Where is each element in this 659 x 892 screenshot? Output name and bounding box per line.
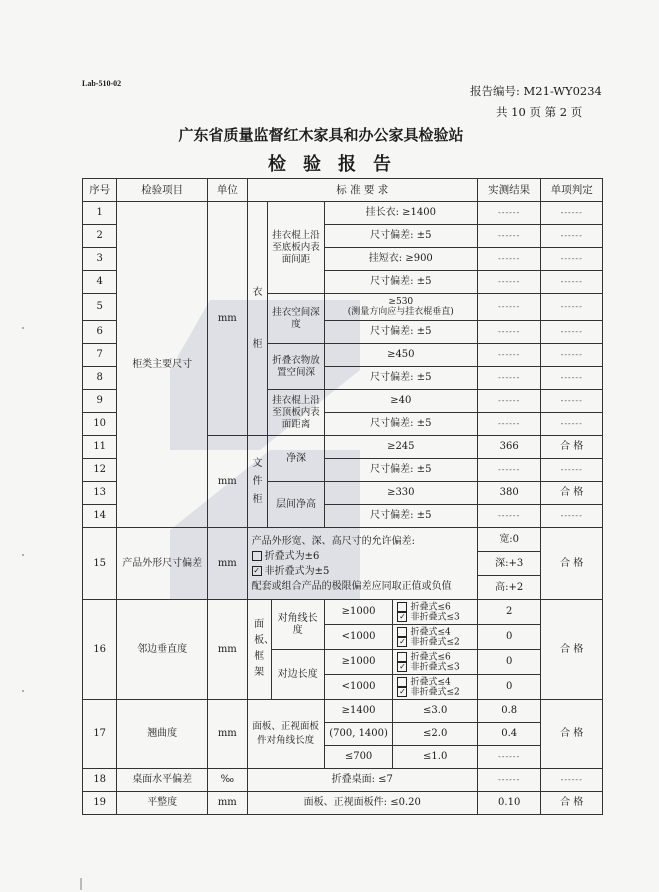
req-text: ≤3.0 [393, 700, 477, 723]
verdict-cell: 合 格 [541, 528, 603, 600]
row-number: 2 [83, 225, 117, 248]
req-text: 尺寸偏差: ±5 [324, 459, 477, 482]
opt-line [397, 652, 474, 663]
row-number: 11 [83, 436, 117, 459]
file-cabinet-category-label: 文件柜 [252, 457, 263, 505]
result-cell: ------ [477, 294, 541, 321]
cabinet-unit: mm [208, 202, 248, 436]
req-text: 尺寸偏差: ±5 [324, 271, 477, 294]
result-cell: 0.10 [477, 792, 541, 815]
r18-item: 桌面水平偏差 [117, 769, 208, 792]
shelf-clear-height: 层间净高 [268, 482, 324, 528]
result-cell: ------ [477, 505, 541, 528]
r19-unit: mm [208, 792, 248, 815]
verdict-cell: ------ [541, 271, 603, 294]
checkbox-unchecked-icon [397, 677, 407, 687]
verdict-cell: ------ [541, 344, 603, 367]
header-unit: 单位 [208, 179, 248, 202]
result-cell: ------ [477, 413, 541, 436]
row-number: 19 [83, 792, 117, 815]
result-cell: ------ [477, 367, 541, 390]
net-depth: 净深 [268, 436, 324, 482]
r16-category [247, 600, 275, 700]
file-cabinet-category [247, 436, 268, 528]
r16-unit: mm [208, 600, 248, 700]
row-number: 3 [83, 248, 117, 271]
req-text: ≤2.0 [393, 723, 477, 746]
opt-line [397, 627, 474, 638]
req-text [393, 675, 477, 700]
req-text: 挂短衣: ≥900 [324, 248, 477, 271]
r15-line-3 [252, 564, 475, 579]
req-text: ≥40 [324, 390, 477, 413]
opt-label: 非折叠式≤3 [410, 662, 460, 673]
req-text: ≥330 [324, 482, 477, 505]
result-cell: ------ [477, 390, 541, 413]
req-text: 尺寸偏差: ±5 [324, 367, 477, 390]
opt-label: 折叠式≤6 [410, 652, 451, 662]
verdict-cell: 合 格 [541, 792, 603, 815]
row-number: 6 [83, 321, 117, 344]
checkbox-unchecked-icon [252, 551, 262, 561]
opt-line [397, 677, 474, 688]
folded-space-depth: 折叠衣物放置空间深 [268, 344, 324, 390]
checkbox-checked-icon [397, 687, 407, 697]
req-text: 尺寸偏差: ±5 [324, 321, 477, 344]
req-value: ≥530 [388, 297, 414, 307]
range-cell: <1000 [324, 675, 393, 700]
verdict-cell: ------ [541, 225, 603, 248]
header-item: 检验项目 [117, 179, 208, 202]
r18-req: 折叠桌面: ≤7 [247, 769, 477, 792]
report-number: 报告编号: M21-WY0234 [470, 84, 602, 98]
range-cell: <1000 [324, 625, 393, 650]
range-cell: ≤700 [324, 746, 393, 769]
row-number: 16 [83, 600, 117, 700]
diagonal-length: 对角线长度 [271, 600, 324, 650]
verdict-cell: ------ [541, 294, 603, 321]
verdict-cell: 合 格 [541, 700, 603, 769]
req-text [324, 294, 477, 321]
row-number: 10 [83, 413, 117, 436]
checkbox-unchecked-icon [397, 602, 407, 612]
result-cell: 0 [477, 625, 541, 650]
wardrobe-category [247, 202, 268, 436]
header-standard: 标 准 要 求 [247, 179, 477, 202]
verdict-cell: ------ [541, 321, 603, 344]
row-number: 14 [83, 505, 117, 528]
opposite-side-length: 对边长度 [271, 650, 324, 700]
table-row [83, 769, 603, 792]
verdict-cell: ------ [541, 769, 603, 792]
req-text: 尺寸偏差: ±5 [324, 413, 477, 436]
row-number: 13 [83, 482, 117, 505]
page-info: 共 10 页 第 2 页 [496, 105, 583, 119]
req-text [393, 600, 477, 625]
r17-unit: mm [208, 700, 248, 769]
result-cell: ------ [477, 769, 541, 792]
header-verdict: 单项判定 [541, 179, 603, 202]
cabinet-item: 柜类主要尺寸 [117, 202, 208, 528]
r16-category-label: 面板、框架 [254, 619, 275, 678]
row-number: 18 [83, 769, 117, 792]
opt-label: 折叠式≤6 [410, 602, 451, 612]
opt-label: 折叠式≤4 [410, 677, 451, 687]
result-cell: ------ [477, 271, 541, 294]
range-cell: ≥1000 [324, 650, 393, 675]
req-text: 尺寸偏差: ±5 [324, 505, 477, 528]
result-cell: 0 [477, 650, 541, 675]
station-name: 广东省质量监督红木家具和办公家具检验站 [178, 126, 464, 144]
req-text: ≤1.0 [393, 746, 477, 769]
inspection-table [82, 178, 603, 815]
wardrobe-category-label: 衣柜 [252, 286, 263, 350]
r15-unit: mm [208, 528, 248, 600]
header-result: 实测结果 [477, 179, 541, 202]
checkbox-checked-icon [397, 637, 407, 647]
result-cell: 高:+2 [477, 576, 541, 600]
opt-label: 折叠式≤4 [410, 627, 451, 637]
opt-label: 非折叠式≤2 [410, 687, 460, 698]
row-number: 12 [83, 459, 117, 482]
req-text [393, 625, 477, 650]
checkbox-unchecked-icon [397, 652, 407, 662]
header-seq: 序号 [83, 179, 117, 202]
table-row [83, 600, 603, 625]
table-header-row [83, 179, 603, 202]
r19-req: 面板、正视面板件: ≤0.20 [247, 792, 477, 815]
result-cell: 深:+3 [477, 552, 541, 576]
table-row [83, 528, 603, 552]
opt-line [397, 602, 474, 613]
opt-label: 非折叠式≤3 [410, 612, 460, 623]
r15-folding-label: 折叠式为±6 [264, 550, 320, 562]
req-note: (测量方向应与挂衣棍垂直) [347, 307, 454, 317]
verdict-cell: ------ [541, 202, 603, 225]
opt-line [397, 612, 474, 623]
hanger-top-distance: 挂衣棍上沿至顶板内表面距离 [268, 390, 324, 436]
verdict-cell: 合 格 [541, 600, 603, 700]
result-cell: 380 [477, 482, 541, 505]
range-cell: (700, 1400) [324, 723, 393, 746]
verdict-cell: ------ [541, 505, 603, 528]
verdict-cell: 合 格 [541, 482, 603, 505]
table-row [83, 792, 603, 815]
row-number: 1 [83, 202, 117, 225]
r15-nonfolding-label: 非折叠式为±5 [264, 565, 330, 577]
result-cell: ------ [477, 459, 541, 482]
opt-line [397, 687, 474, 698]
hanger-bottom-spacing: 挂衣棍上沿至底板内表面间距 [268, 202, 324, 294]
result-cell: ------ [477, 202, 541, 225]
req-text: 挂长衣: ≥1400 [324, 202, 477, 225]
opt-label: 非折叠式≤2 [410, 637, 460, 648]
checkbox-unchecked-icon [397, 627, 407, 637]
range-cell: ≥1400 [324, 700, 393, 723]
result-cell: 0 [477, 675, 541, 700]
r17-item: 翘曲度 [117, 700, 208, 769]
row-number: 8 [83, 367, 117, 390]
result-cell: 2 [477, 600, 541, 625]
opt-line [397, 662, 474, 673]
r15-requirements [247, 528, 477, 600]
table-row [83, 202, 603, 225]
result-cell: 0.8 [477, 700, 541, 723]
row-number: 9 [83, 390, 117, 413]
row-number: 7 [83, 344, 117, 367]
r18-unit: ‰ [208, 769, 248, 792]
req-text [393, 650, 477, 675]
req-text: 尺寸偏差: ±5 [324, 225, 477, 248]
checkbox-checked-icon [397, 662, 407, 672]
opt-line [397, 637, 474, 648]
verdict-cell: ------ [541, 248, 603, 271]
result-cell: 366 [477, 436, 541, 459]
result-cell: ------ [477, 321, 541, 344]
r15-line-4: 配套或组合产品的极限偏差应同取正值或负值 [251, 580, 452, 592]
result-cell: ------ [477, 248, 541, 271]
checkbox-checked-icon [252, 566, 262, 576]
row-number: 15 [83, 528, 117, 600]
verdict-cell: ------ [541, 367, 603, 390]
r19-item: 平整度 [117, 792, 208, 815]
req-text: ≥450 [324, 344, 477, 367]
report-title: 检验报告 [268, 154, 408, 175]
req-text: ≥245 [324, 436, 477, 459]
result-cell: 宽:0 [477, 528, 541, 552]
result-cell: ------ [477, 344, 541, 367]
file-cabinet-unit: mm [208, 436, 248, 528]
r16-item: 邻边垂直度 [117, 600, 208, 700]
result-cell: ------ [477, 746, 541, 769]
verdict-cell: ------ [541, 390, 603, 413]
r17-desc: 面板、正视面板件对角线长度 [247, 700, 324, 769]
row-number: 4 [83, 271, 117, 294]
row-number: 5 [83, 294, 117, 321]
checkbox-checked-icon [397, 612, 407, 622]
lab-code: Lab-510-02 [82, 79, 122, 88]
r15-line-2 [252, 549, 475, 564]
r15-item: 产品外形尺寸偏差 [117, 528, 208, 600]
result-cell: ------ [477, 225, 541, 248]
result-cell: 0.4 [477, 723, 541, 746]
page-edge-mark [80, 878, 82, 890]
r15-line-1: 产品外形宽、深、高尺寸的允许偏差: [251, 535, 415, 547]
verdict-cell: ------ [541, 459, 603, 482]
row-number: 17 [83, 700, 117, 769]
hanging-space-depth: 挂衣空间深度 [268, 294, 324, 344]
table-row [83, 700, 603, 723]
verdict-cell: ------ [541, 413, 603, 436]
verdict-cell: 合 格 [541, 436, 603, 459]
range-cell: ≥1000 [324, 600, 393, 625]
